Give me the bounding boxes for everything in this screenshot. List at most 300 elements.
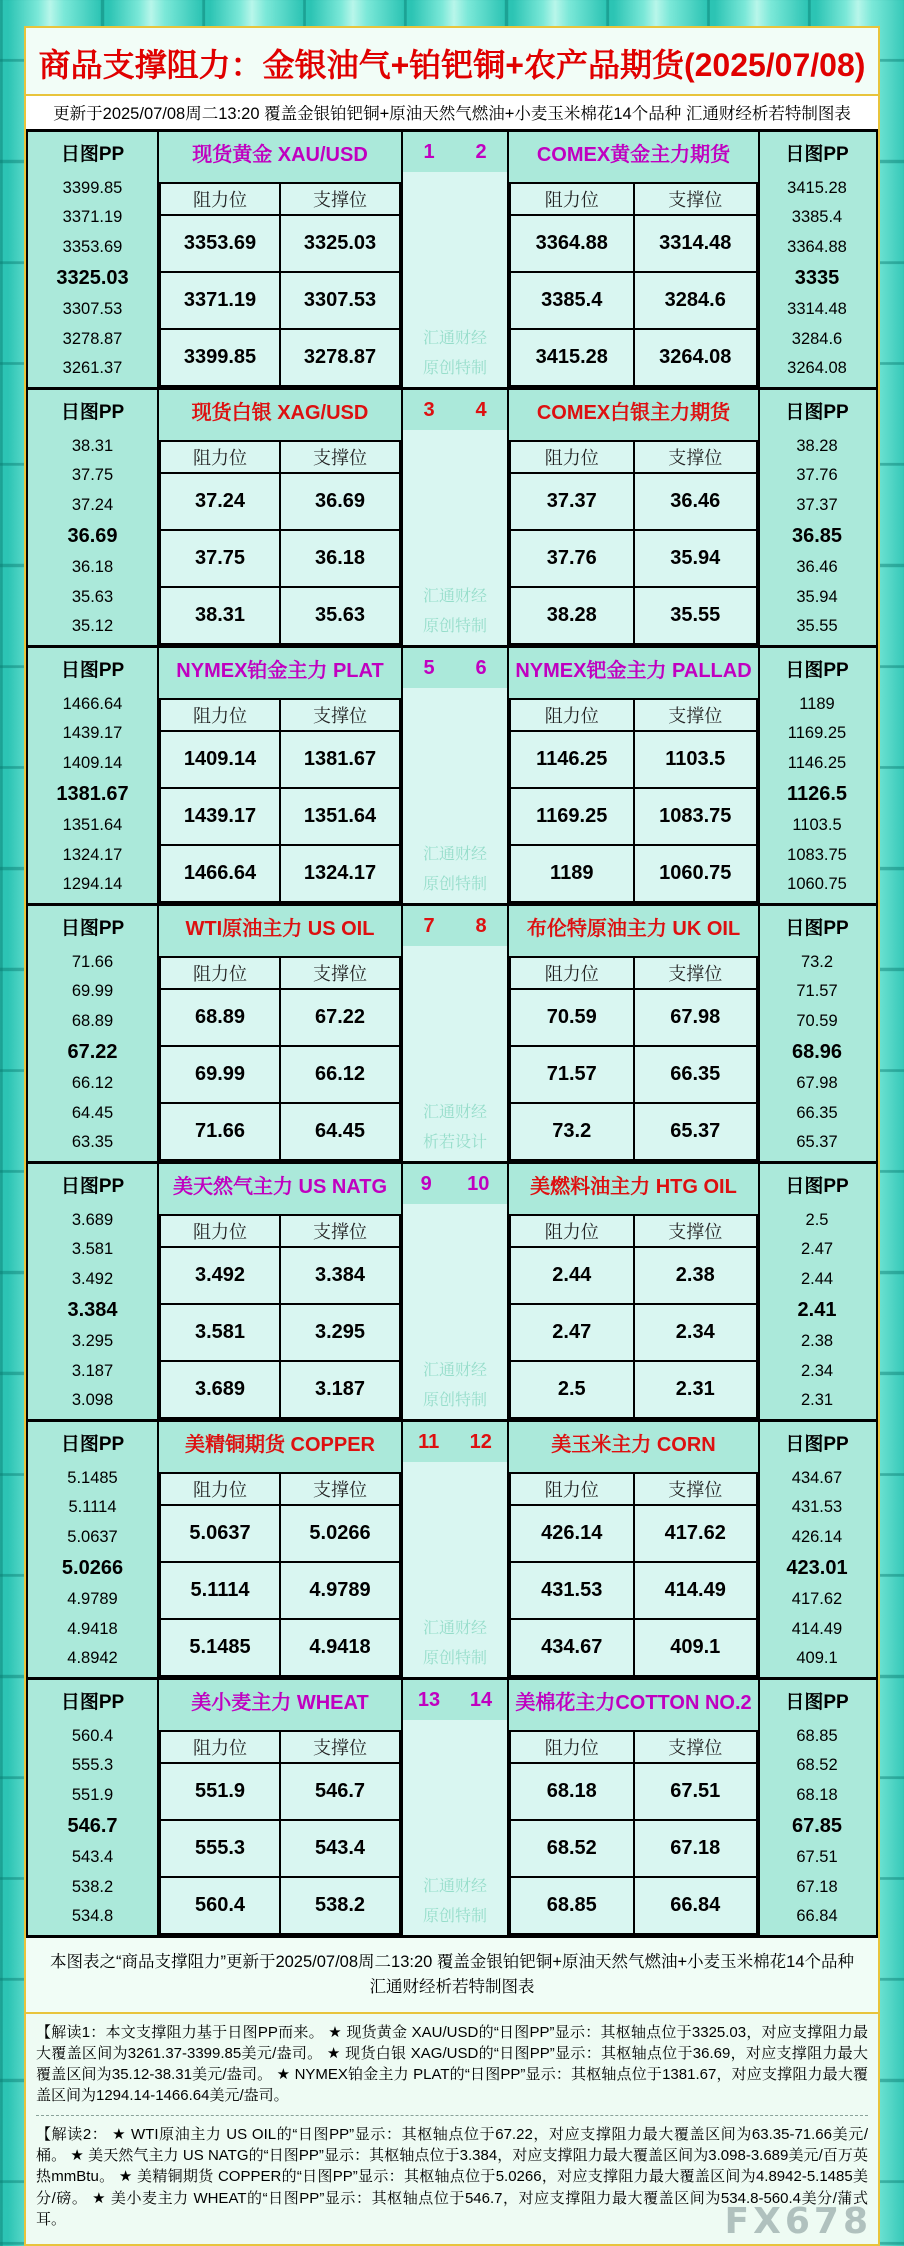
rs-row bbox=[510, 731, 757, 788]
support-value: 409.1 bbox=[634, 1619, 758, 1676]
rs-table-right bbox=[509, 440, 758, 645]
pp-value: 66.12 bbox=[71, 1074, 114, 1093]
pair-index-left: 9 bbox=[420, 1172, 432, 1195]
support-header: 支撑位 bbox=[634, 957, 758, 989]
instrument-name-left: NYMEX铂金主力 PLAT bbox=[159, 648, 403, 688]
support-header: 支撑位 bbox=[634, 1731, 758, 1763]
resistance-header: 阻力位 bbox=[510, 1215, 634, 1247]
pp-value: 1409.14 bbox=[62, 753, 123, 772]
pp-pivot-value: 2.41 bbox=[797, 1298, 837, 1321]
pair-index-left: 7 bbox=[423, 914, 435, 937]
pair-index-right: 8 bbox=[475, 914, 487, 937]
pair-index-left: 5 bbox=[423, 656, 435, 679]
pp-value: 3364.88 bbox=[787, 237, 847, 256]
pp-value: 68.89 bbox=[71, 1011, 114, 1030]
rs-table-left bbox=[159, 1214, 401, 1419]
watermark-brand: 汇通财经 bbox=[422, 1362, 487, 1379]
pp-header-left: 日图PP bbox=[28, 648, 159, 688]
support-header: 支撑位 bbox=[634, 1215, 758, 1247]
pp-pivot-value: 3325.03 bbox=[56, 266, 129, 289]
rs-row bbox=[510, 530, 757, 587]
pp-value: 3307.53 bbox=[62, 300, 123, 319]
rs-row bbox=[510, 845, 757, 902]
instrument-name-right: COMEX白银主力期货 bbox=[509, 390, 760, 430]
instrument-name-right: 美燃料油主力 HTG OIL bbox=[509, 1164, 760, 1204]
rs-row bbox=[510, 1763, 757, 1820]
rs-table-header-row bbox=[510, 441, 757, 473]
rs-table-header-row bbox=[160, 183, 400, 215]
resistance-value: 1466.64 bbox=[160, 845, 280, 902]
watermark-tagline: 原创特制 bbox=[422, 876, 487, 893]
rs-table-cell-left bbox=[159, 688, 403, 903]
support-value: 1083.75 bbox=[634, 788, 758, 845]
resistance-value: 3364.88 bbox=[510, 215, 634, 272]
middle-watermark-cell bbox=[403, 946, 509, 1161]
commodity-block bbox=[28, 1161, 876, 1419]
resistance-value: 1169.25 bbox=[510, 788, 634, 845]
page-title: 商品支撑阻力：金银油气+铂钯铜+农产品期货(2025/07/08) bbox=[38, 47, 866, 83]
rs-table-left bbox=[159, 956, 401, 1161]
rs-table-right bbox=[509, 698, 758, 903]
rs-table-right bbox=[509, 1214, 758, 1419]
pp-value: 63.35 bbox=[71, 1132, 114, 1151]
support-value: 36.46 bbox=[634, 473, 758, 530]
pp-values-left bbox=[28, 946, 159, 1161]
rs-table-right bbox=[509, 1730, 758, 1935]
pp-value: 2.38 bbox=[800, 1332, 834, 1351]
pp-header-right: 日图PP bbox=[760, 648, 874, 688]
pp-value: 64.45 bbox=[71, 1103, 114, 1122]
pp-header-left: 日图PP bbox=[28, 132, 159, 172]
watermark-tagline: 原创特制 bbox=[422, 1392, 487, 1409]
rs-row bbox=[510, 215, 757, 272]
rs-row bbox=[510, 587, 757, 644]
resistance-value: 2.47 bbox=[510, 1304, 634, 1361]
pp-value: 37.76 bbox=[796, 466, 838, 485]
rs-row bbox=[160, 215, 400, 272]
pp-value: 65.37 bbox=[796, 1132, 838, 1151]
instrument-name-right: COMEX黄金主力期货 bbox=[509, 132, 760, 172]
rs-row bbox=[510, 1877, 757, 1934]
resistance-header: 阻力位 bbox=[160, 441, 280, 473]
pp-value: 71.66 bbox=[71, 953, 114, 971]
pp-values-left bbox=[28, 688, 159, 903]
rs-table-cell-left bbox=[159, 172, 403, 387]
pp-values-right bbox=[760, 430, 874, 645]
rs-table-left bbox=[159, 182, 401, 387]
pp-value: 1169.25 bbox=[787, 724, 847, 743]
support-header: 支撑位 bbox=[280, 1215, 400, 1247]
support-value: 538.2 bbox=[280, 1877, 400, 1934]
pp-header-right: 日图PP bbox=[760, 132, 874, 172]
resistance-value: 68.18 bbox=[510, 1763, 634, 1820]
pp-value: 3314.48 bbox=[787, 300, 847, 319]
pp-value: 4.9789 bbox=[67, 1590, 118, 1609]
rs-row bbox=[510, 1103, 757, 1160]
pp-value: 2.47 bbox=[800, 1240, 834, 1259]
pp-values-left bbox=[28, 1720, 159, 1935]
blocks-container bbox=[26, 129, 878, 1938]
instrument-name-right: NYMEX钯金主力 PALLAD bbox=[509, 648, 760, 688]
rs-row bbox=[160, 731, 400, 788]
pair-index-header bbox=[403, 390, 509, 430]
pp-values-right bbox=[760, 1204, 874, 1419]
pp-value: 2.5 bbox=[805, 1211, 829, 1229]
commodity-block bbox=[28, 1419, 876, 1677]
pp-value: 68.52 bbox=[796, 1756, 838, 1775]
resistance-value: 73.2 bbox=[510, 1103, 634, 1160]
pp-pivot-value: 1126.5 bbox=[786, 782, 848, 805]
pp-value: 417.62 bbox=[791, 1590, 843, 1609]
support-value: 36.69 bbox=[280, 473, 400, 530]
support-value: 64.45 bbox=[280, 1103, 400, 1160]
rs-table-left bbox=[159, 1472, 401, 1677]
support-value: 4.9789 bbox=[280, 1562, 400, 1619]
support-value: 66.35 bbox=[634, 1046, 758, 1103]
pair-index-right: 10 bbox=[467, 1172, 490, 1195]
watermark-brand: 汇通财经 bbox=[422, 1878, 487, 1895]
pair-index-header bbox=[403, 1422, 509, 1462]
rs-table-header-row bbox=[160, 1215, 400, 1247]
rs-row bbox=[510, 272, 757, 329]
resistance-value: 3.492 bbox=[160, 1247, 280, 1304]
support-value: 67.22 bbox=[280, 989, 400, 1046]
watermark-brand: 汇通财经 bbox=[422, 330, 487, 347]
commodity-block bbox=[28, 903, 876, 1161]
commodity-block bbox=[28, 387, 876, 645]
watermark-tagline: 原创特制 bbox=[422, 1650, 487, 1667]
support-value: 1103.5 bbox=[634, 731, 758, 788]
support-value: 3284.6 bbox=[634, 272, 758, 329]
pp-values-left bbox=[28, 430, 159, 645]
resistance-value: 38.31 bbox=[160, 587, 280, 644]
pp-header-left: 日图PP bbox=[28, 1422, 159, 1462]
pp-value: 1083.75 bbox=[787, 845, 847, 864]
watermark-tagline: 原创特制 bbox=[422, 1908, 487, 1925]
support-value: 3.187 bbox=[280, 1361, 400, 1418]
pp-value: 36.18 bbox=[71, 558, 114, 577]
pp-header-left: 日图PP bbox=[28, 1164, 159, 1204]
pp-pivot-value: 36.85 bbox=[791, 524, 843, 547]
support-value: 543.4 bbox=[280, 1820, 400, 1877]
rs-table-cell-left bbox=[159, 1204, 403, 1419]
rs-row bbox=[510, 1247, 757, 1304]
pp-value: 3353.69 bbox=[62, 237, 123, 256]
resistance-value: 70.59 bbox=[510, 989, 634, 1046]
pp-value: 3.098 bbox=[71, 1390, 114, 1409]
pp-value: 414.49 bbox=[791, 1619, 843, 1638]
pp-value: 5.1485 bbox=[67, 1469, 118, 1487]
resistance-value: 5.0637 bbox=[160, 1505, 280, 1562]
pair-index-right: 12 bbox=[469, 1430, 492, 1453]
pp-header-right: 日图PP bbox=[760, 1422, 874, 1462]
middle-watermark-cell bbox=[403, 1720, 509, 1935]
resistance-value: 3385.4 bbox=[510, 272, 634, 329]
resistance-header: 阻力位 bbox=[510, 183, 634, 215]
pp-value: 67.51 bbox=[796, 1848, 838, 1867]
rs-table-header-row bbox=[510, 957, 757, 989]
resistance-value: 68.85 bbox=[510, 1877, 634, 1934]
footer-summary: 本图表之“商品支撑阻力”更新于2025/07/08周二13:20 覆盖金银铂钯铜+原油天然气燃油+小麦玉米棉花14个品种 汇通财经析若特制图表 bbox=[26, 1938, 878, 2014]
instrument-name-left: 现货白银 XAG/USD bbox=[159, 390, 403, 430]
pp-value: 1103.5 bbox=[792, 816, 842, 835]
resistance-value: 431.53 bbox=[510, 1562, 634, 1619]
pp-header-left: 日图PP bbox=[28, 1680, 159, 1720]
rs-row bbox=[160, 1247, 400, 1304]
rs-row bbox=[510, 329, 757, 386]
pp-value: 409.1 bbox=[796, 1648, 838, 1667]
pp-value: 3415.28 bbox=[787, 179, 847, 197]
pp-value: 3284.6 bbox=[791, 329, 843, 348]
pp-pivot-value: 546.7 bbox=[67, 1814, 118, 1837]
pp-value: 35.55 bbox=[796, 616, 838, 635]
rs-row bbox=[160, 1619, 400, 1676]
pp-value: 1351.64 bbox=[62, 816, 123, 835]
resistance-value: 3353.69 bbox=[160, 215, 280, 272]
rs-row bbox=[160, 1820, 400, 1877]
rs-table-left bbox=[159, 1730, 401, 1935]
rs-table-cell-right bbox=[509, 946, 760, 1161]
support-value: 66.84 bbox=[634, 1877, 758, 1934]
instrument-name-left: 美小麦主力 WHEAT bbox=[159, 1680, 403, 1720]
rs-table-header-row bbox=[160, 441, 400, 473]
resistance-value: 434.67 bbox=[510, 1619, 634, 1676]
resistance-value: 68.52 bbox=[510, 1820, 634, 1877]
resistance-value: 3.581 bbox=[160, 1304, 280, 1361]
watermark-tagline: 析若设计 bbox=[422, 1134, 487, 1151]
resistance-header: 阻力位 bbox=[160, 1215, 280, 1247]
rs-table-cell-right bbox=[509, 688, 760, 903]
commodity-block bbox=[28, 132, 876, 387]
pp-header-right: 日图PP bbox=[760, 906, 874, 946]
pp-value: 69.99 bbox=[71, 982, 114, 1001]
support-value: 414.49 bbox=[634, 1562, 758, 1619]
pp-value: 3.187 bbox=[71, 1361, 114, 1380]
pp-pivot-value: 1381.67 bbox=[56, 782, 129, 805]
rs-row bbox=[160, 1304, 400, 1361]
pp-value: 38.28 bbox=[796, 437, 838, 455]
rs-table-right bbox=[509, 182, 758, 387]
pp-value: 426.14 bbox=[791, 1527, 843, 1546]
rs-row bbox=[510, 473, 757, 530]
rs-row bbox=[510, 1820, 757, 1877]
pp-value: 66.35 bbox=[796, 1103, 838, 1122]
resistance-value: 1409.14 bbox=[160, 731, 280, 788]
instrument-name-right: 布伦特原油主力 UK OIL bbox=[509, 906, 760, 946]
resistance-value: 37.37 bbox=[510, 473, 634, 530]
support-header: 支撑位 bbox=[634, 699, 758, 731]
support-value: 4.9418 bbox=[280, 1619, 400, 1676]
resistance-value: 555.3 bbox=[160, 1820, 280, 1877]
rs-table-header-row bbox=[160, 957, 400, 989]
support-value: 1381.67 bbox=[280, 731, 400, 788]
pp-values-right bbox=[760, 1720, 874, 1935]
note-2: 【解读2： ★ WTI原油主力 US OIL的“日图PP”显示：其枢轴点位于67.22，对应支撑阻力最大覆盖区间为63.35-71.66美元/桶。 ★ 美天然气主力 US NATG的“日图PP”显示：其枢轴点位于3.384，对应支撑阻力最大覆盖区间为3.098-3.689美元/百万英热mmBtu。 ★ 美精铜期货 COPPER的“日图PP”显示：其枢轴点位于5.0266，对应支撑阻力最大覆盖区间为4.8942-5.1485美分/磅。 ★ 美小麦主力 WHEAT的“日图PP”显示：其枢轴点位于546.7，对应支撑阻力最大覆盖区间为534.8-560.4美分/蒲式耳。 bbox=[36, 2115, 868, 2230]
resistance-value: 551.9 bbox=[160, 1763, 280, 1820]
rs-row bbox=[160, 1505, 400, 1562]
pp-pivot-value: 423.01 bbox=[786, 1556, 848, 1579]
watermark-tagline: 原创特制 bbox=[422, 360, 487, 377]
pp-value: 35.63 bbox=[71, 587, 114, 606]
pp-values-right bbox=[760, 946, 874, 1161]
support-value: 1324.17 bbox=[280, 845, 400, 902]
support-value: 35.94 bbox=[634, 530, 758, 587]
middle-watermark-cell bbox=[403, 1462, 509, 1677]
support-header: 支撑位 bbox=[634, 1473, 758, 1505]
resistance-value: 3415.28 bbox=[510, 329, 634, 386]
rs-table-left bbox=[159, 698, 401, 903]
rs-table-cell-right bbox=[509, 430, 760, 645]
resistance-header: 阻力位 bbox=[510, 957, 634, 989]
support-value: 35.63 bbox=[280, 587, 400, 644]
rs-row bbox=[510, 1505, 757, 1562]
pp-pivot-value: 67.85 bbox=[791, 1814, 843, 1837]
rs-row bbox=[510, 1046, 757, 1103]
middle-watermark-cell bbox=[403, 430, 509, 645]
support-header: 支撑位 bbox=[280, 957, 400, 989]
resistance-value: 3399.85 bbox=[160, 329, 280, 386]
watermark-tagline: 原创特制 bbox=[422, 618, 487, 635]
support-value: 67.51 bbox=[634, 1763, 758, 1820]
resistance-value: 1189 bbox=[510, 845, 634, 902]
rs-row bbox=[160, 1103, 400, 1160]
notes-section bbox=[26, 2014, 878, 2245]
pp-value: 37.37 bbox=[796, 495, 838, 514]
pair-index-left: 13 bbox=[417, 1688, 441, 1711]
rs-row bbox=[160, 1046, 400, 1103]
pp-values-left bbox=[28, 1204, 159, 1419]
rs-row bbox=[160, 1877, 400, 1934]
pp-value: 1294.14 bbox=[62, 874, 123, 893]
resistance-value: 38.28 bbox=[510, 587, 634, 644]
rs-row bbox=[160, 788, 400, 845]
pp-value: 68.85 bbox=[796, 1727, 838, 1745]
rs-row bbox=[510, 788, 757, 845]
support-value: 1351.64 bbox=[280, 788, 400, 845]
pair-index-left: 3 bbox=[423, 398, 435, 421]
rs-table-right bbox=[509, 956, 758, 1161]
support-header: 支撑位 bbox=[280, 183, 400, 215]
pp-value: 5.0637 bbox=[67, 1527, 118, 1546]
pp-value: 1466.64 bbox=[62, 695, 123, 713]
pp-value: 534.8 bbox=[71, 1906, 114, 1925]
pp-value: 67.98 bbox=[796, 1074, 838, 1093]
pp-values-right bbox=[760, 1462, 874, 1677]
resistance-header: 阻力位 bbox=[160, 1473, 280, 1505]
support-value: 3278.87 bbox=[280, 329, 400, 386]
rs-row bbox=[160, 530, 400, 587]
pp-value: 3.492 bbox=[71, 1269, 114, 1288]
rs-table-cell-right bbox=[509, 1720, 760, 1935]
rs-table-cell-left bbox=[159, 430, 403, 645]
pp-header-left: 日图PP bbox=[28, 390, 159, 430]
resistance-value: 37.24 bbox=[160, 473, 280, 530]
support-value: 35.55 bbox=[634, 587, 758, 644]
rs-table-header-row bbox=[510, 1731, 757, 1763]
support-value: 66.12 bbox=[280, 1046, 400, 1103]
pp-pivot-value: 67.22 bbox=[67, 1040, 118, 1063]
update-subtitle: 更新于2025/07/08周二13:20 覆盖金银铂钯铜+原油天然气燃油+小麦玉米棉花14个品种 汇通财经析若特制图表 bbox=[26, 94, 878, 129]
pp-pivot-value: 3.384 bbox=[67, 1298, 118, 1321]
pp-values-left bbox=[28, 1462, 159, 1677]
pp-value: 37.24 bbox=[71, 495, 114, 514]
middle-watermark-cell bbox=[403, 172, 509, 387]
rs-row bbox=[160, 1562, 400, 1619]
rs-row bbox=[510, 1361, 757, 1418]
pp-value: 431.53 bbox=[791, 1498, 843, 1517]
rs-row bbox=[160, 473, 400, 530]
instrument-name-left: 现货黄金 XAU/USD bbox=[159, 132, 403, 172]
pair-index-right: 2 bbox=[475, 140, 487, 163]
pair-index-left: 11 bbox=[418, 1430, 440, 1453]
instrument-name-left: WTI原油主力 US OIL bbox=[159, 906, 403, 946]
pair-index-header bbox=[403, 1164, 509, 1204]
resistance-value: 68.89 bbox=[160, 989, 280, 1046]
pp-value: 1060.75 bbox=[787, 874, 847, 893]
fx678-watermark: FX678 bbox=[724, 2201, 872, 2243]
watermark-brand: 汇通财经 bbox=[422, 1620, 487, 1637]
pp-value: 434.67 bbox=[791, 1469, 843, 1487]
resistance-header: 阻力位 bbox=[160, 183, 280, 215]
resistance-header: 阻力位 bbox=[160, 1731, 280, 1763]
resistance-value: 71.66 bbox=[160, 1103, 280, 1160]
rs-row bbox=[160, 1361, 400, 1418]
pair-index-right: 14 bbox=[469, 1688, 493, 1711]
support-header: 支撑位 bbox=[634, 183, 758, 215]
pp-value: 70.59 bbox=[796, 1011, 838, 1030]
support-header: 支撑位 bbox=[634, 441, 758, 473]
rs-table-header-row bbox=[510, 1215, 757, 1247]
watermark-brand: 汇通财经 bbox=[422, 1104, 487, 1121]
pp-header-left: 日图PP bbox=[28, 906, 159, 946]
pp-value: 66.84 bbox=[796, 1906, 838, 1925]
pair-index-right: 6 bbox=[475, 656, 487, 679]
pp-value: 551.9 bbox=[71, 1785, 114, 1804]
watermark-brand: 汇通财经 bbox=[422, 846, 487, 863]
pp-value: 3278.87 bbox=[62, 329, 123, 348]
resistance-value: 5.1114 bbox=[160, 1562, 280, 1619]
resistance-value: 560.4 bbox=[160, 1877, 280, 1934]
resistance-value: 2.44 bbox=[510, 1247, 634, 1304]
pp-value: 5.1114 bbox=[68, 1498, 117, 1517]
support-value: 67.98 bbox=[634, 989, 758, 1046]
pp-header-right: 日图PP bbox=[760, 390, 874, 430]
pp-value: 71.57 bbox=[796, 982, 838, 1001]
resistance-value: 2.5 bbox=[510, 1361, 634, 1418]
support-value: 3264.08 bbox=[634, 329, 758, 386]
pp-value: 68.18 bbox=[796, 1785, 838, 1804]
resistance-value: 37.76 bbox=[510, 530, 634, 587]
resistance-value: 3.689 bbox=[160, 1361, 280, 1418]
commodity-block bbox=[28, 645, 876, 903]
rs-table-header-row bbox=[160, 1731, 400, 1763]
pp-value: 555.3 bbox=[71, 1756, 114, 1775]
rs-row bbox=[510, 1619, 757, 1676]
rs-table-header-row bbox=[160, 699, 400, 731]
support-value: 3307.53 bbox=[280, 272, 400, 329]
pp-value: 2.31 bbox=[800, 1390, 834, 1409]
rs-row bbox=[160, 587, 400, 644]
rs-table-header-row bbox=[160, 1473, 400, 1505]
pp-value: 3.295 bbox=[71, 1332, 114, 1351]
pp-value: 2.34 bbox=[800, 1361, 834, 1380]
middle-watermark-cell bbox=[403, 1204, 509, 1419]
pp-pivot-value: 5.0266 bbox=[61, 1556, 124, 1579]
middle-watermark-cell bbox=[403, 688, 509, 903]
support-header: 支撑位 bbox=[280, 1731, 400, 1763]
pp-value: 73.2 bbox=[800, 953, 834, 971]
pp-pivot-value: 3335 bbox=[794, 266, 840, 289]
